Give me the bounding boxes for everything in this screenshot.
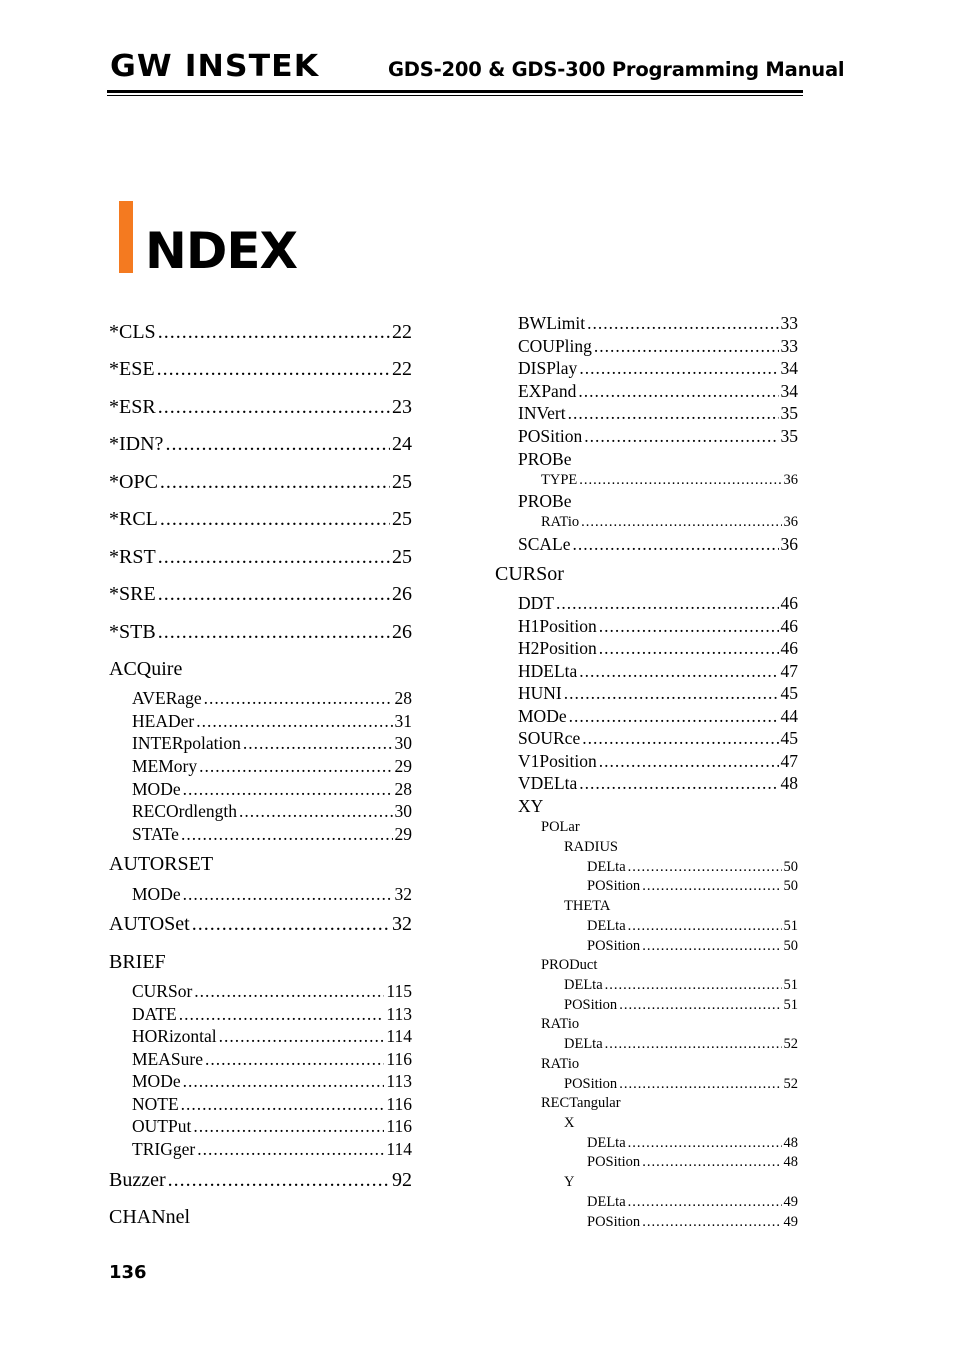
index-entry-position xyxy=(564,1077,798,1092)
entry-page-number: 29 xyxy=(394,824,412,844)
dot-leader xyxy=(594,338,779,356)
index-heading-ratio: RATio xyxy=(541,1016,580,1032)
dot-leader xyxy=(628,919,782,934)
entry-label: DELta xyxy=(564,977,603,993)
index-entry-trigger xyxy=(132,1141,412,1159)
entry-label: AVERage xyxy=(132,688,202,708)
entry-page-number: 45 xyxy=(780,683,798,703)
index-entry-mode xyxy=(518,708,798,726)
entry-label: POSition xyxy=(518,426,583,446)
dot-leader xyxy=(642,1215,781,1230)
entry-label: DELta xyxy=(564,1036,603,1052)
dot-leader xyxy=(587,315,778,333)
entry-page-number: 28 xyxy=(394,779,412,799)
dot-leader xyxy=(158,397,390,417)
entry-page-number: 46 xyxy=(780,593,798,613)
index-entry-bwlimit xyxy=(518,315,798,333)
entry-page-number: 24 xyxy=(392,433,412,455)
entry-page-number: 49 xyxy=(783,1214,798,1230)
index-entry-coupling xyxy=(518,338,798,356)
dot-leader xyxy=(183,886,393,904)
dot-leader xyxy=(181,826,393,844)
index-entry-h1position xyxy=(518,618,798,636)
dot-leader xyxy=(642,879,781,894)
index-entry-esr xyxy=(109,397,412,417)
dot-leader xyxy=(628,1136,782,1151)
index-entry-output xyxy=(132,1118,412,1136)
entry-page-number: 23 xyxy=(392,396,412,418)
index-heading-polar: POLar xyxy=(541,819,580,835)
entry-label: HDELta xyxy=(518,661,578,681)
dot-leader xyxy=(158,622,390,642)
entry-page-number: 28 xyxy=(394,688,412,708)
index-accent-bar xyxy=(119,201,133,273)
entry-label: INVert xyxy=(518,403,566,423)
entry-label: DATE xyxy=(132,1004,177,1024)
index-entry-average xyxy=(132,690,412,708)
dot-leader xyxy=(179,1006,385,1024)
entry-page-number: 35 xyxy=(780,426,798,446)
index-entry-hdelta xyxy=(518,663,798,681)
index-entry-rst xyxy=(109,547,412,567)
index-entry-position xyxy=(587,939,798,954)
index-entry-state xyxy=(132,826,412,844)
index-title: NDEX xyxy=(145,222,298,280)
index-entry-stb xyxy=(109,622,412,642)
index-heading-probe: PROBe xyxy=(518,449,572,469)
index-entry-opc xyxy=(109,472,412,492)
entry-page-number: 22 xyxy=(392,321,412,343)
index-heading-ratio: RATio xyxy=(541,1056,580,1072)
entry-label: *SRE xyxy=(109,583,156,605)
entry-page-number: 116 xyxy=(386,1049,412,1069)
index-entry-header xyxy=(132,713,412,731)
entry-label: *IDN? xyxy=(109,433,164,455)
dot-leader xyxy=(181,1096,385,1114)
entry-page-number: 49 xyxy=(783,1194,798,1210)
entry-page-number: 35 xyxy=(780,403,798,423)
dot-leader xyxy=(158,584,390,604)
index-entry-v1position xyxy=(518,753,798,771)
entry-label: TRIGger xyxy=(132,1139,196,1159)
dot-leader xyxy=(556,595,779,613)
index-entry-delta xyxy=(587,1136,798,1151)
index-heading-acquire: ACQuire xyxy=(109,658,183,680)
dot-leader xyxy=(578,383,778,401)
dot-leader xyxy=(569,708,779,726)
index-heading-probe: PROBe xyxy=(518,491,572,511)
index-entry-delta xyxy=(564,1037,798,1052)
index-heading-brief: BRIEF xyxy=(109,951,166,973)
entry-label: POSition xyxy=(564,1076,618,1092)
entry-label: H1Position xyxy=(518,616,597,636)
index-entry-mode xyxy=(132,886,412,904)
entry-label: HEADer xyxy=(132,711,195,731)
index-heading-x: X xyxy=(564,1115,575,1131)
entry-label: *CLS xyxy=(109,321,156,343)
entry-page-number: 25 xyxy=(392,471,412,493)
index-entry-autoset xyxy=(109,914,412,934)
entry-page-number: 32 xyxy=(394,884,412,904)
entry-label: V1Position xyxy=(518,751,597,771)
entry-label: STATe xyxy=(132,824,179,844)
dot-leader xyxy=(158,322,390,342)
entry-label: POSition xyxy=(587,938,641,954)
entry-label: OUTPut xyxy=(132,1116,192,1136)
index-heading-cursor: CURSor xyxy=(495,563,564,585)
entry-page-number: 45 xyxy=(780,728,798,748)
index-entry-measure xyxy=(132,1051,412,1069)
entry-label: DELta xyxy=(587,1135,626,1151)
entry-page-number: 115 xyxy=(386,981,412,1001)
index-heading-channel: CHANnel xyxy=(109,1206,191,1228)
dot-leader xyxy=(581,515,781,530)
entry-label: POSition xyxy=(587,1214,641,1230)
entry-page-number: 33 xyxy=(780,336,798,356)
entry-label: MODe xyxy=(132,1071,181,1091)
entry-page-number: 44 xyxy=(780,706,798,726)
entry-label: DELta xyxy=(587,859,626,875)
entry-page-number: 31 xyxy=(394,711,412,731)
entry-label: AUTOSet xyxy=(109,913,190,935)
entry-page-number: 33 xyxy=(780,313,798,333)
dot-leader xyxy=(204,690,393,708)
entry-page-number: 92 xyxy=(392,1169,412,1191)
dot-leader xyxy=(199,758,392,776)
entry-label: INTERpolation xyxy=(132,733,241,753)
index-heading-xy: XY xyxy=(518,796,544,816)
entry-page-number: 114 xyxy=(386,1139,412,1159)
index-entry-mode xyxy=(132,781,412,799)
index-entry-delta xyxy=(564,978,798,993)
entry-page-number: 51 xyxy=(783,997,798,1013)
entry-page-number: 50 xyxy=(783,859,798,875)
index-heading-rectangular: RECTangular xyxy=(541,1095,621,1111)
dot-leader xyxy=(568,405,779,423)
index-entry-idn xyxy=(109,434,412,454)
index-entry-ddt xyxy=(518,595,798,613)
entry-page-number: 25 xyxy=(392,508,412,530)
dot-leader xyxy=(183,1073,385,1091)
entry-page-number: 50 xyxy=(783,878,798,894)
entry-label: MODe xyxy=(132,779,181,799)
index-entry-cursor xyxy=(132,983,412,1001)
dot-leader xyxy=(194,983,384,1001)
entry-page-number: 34 xyxy=(780,358,798,378)
entry-label: DELta xyxy=(587,918,626,934)
index-entry-position xyxy=(518,428,798,446)
dot-leader xyxy=(183,781,393,799)
entry-page-number: 29 xyxy=(394,756,412,776)
index-entry-recordlength xyxy=(132,803,412,821)
index-entry-cls xyxy=(109,322,412,342)
index-entry-delta xyxy=(587,1195,798,1210)
dot-leader xyxy=(192,914,390,934)
dot-leader xyxy=(219,1028,385,1046)
dot-leader xyxy=(193,1118,384,1136)
dot-leader xyxy=(165,434,390,454)
index-entry-horizontal xyxy=(132,1028,412,1046)
dot-leader xyxy=(579,775,778,793)
index-entry-delta xyxy=(587,860,798,875)
index-entry-display xyxy=(518,360,798,378)
entry-page-number: 113 xyxy=(386,1071,412,1091)
entry-label: POSition xyxy=(587,1154,641,1170)
entry-label: Buzzer xyxy=(109,1169,166,1191)
dot-leader xyxy=(573,536,779,554)
entry-label: NOTE xyxy=(132,1094,179,1114)
dot-leader xyxy=(239,803,393,821)
dot-leader xyxy=(628,860,782,875)
dot-leader xyxy=(168,1170,390,1190)
entry-label: DDT xyxy=(518,593,554,613)
entry-page-number: 52 xyxy=(783,1076,798,1092)
entry-page-number: 114 xyxy=(386,1026,412,1046)
entry-label: POSition xyxy=(564,997,618,1013)
entry-label: MODe xyxy=(518,706,567,726)
entry-label: *RST xyxy=(109,546,156,568)
entry-page-number: 22 xyxy=(392,358,412,380)
dot-leader xyxy=(160,472,390,492)
index-entry-date xyxy=(132,1006,412,1024)
index-heading-autorset: AUTORSET xyxy=(109,853,214,875)
index-entry-position xyxy=(564,998,798,1013)
dot-leader xyxy=(157,359,390,379)
entry-label: *STB xyxy=(109,621,156,643)
index-entry-h2position xyxy=(518,640,798,658)
dot-leader xyxy=(196,713,392,731)
entry-page-number: 116 xyxy=(386,1094,412,1114)
entry-label: TYPE xyxy=(541,472,578,488)
dot-leader xyxy=(579,663,778,681)
dot-leader xyxy=(579,473,781,488)
entry-label: HORizontal xyxy=(132,1026,217,1046)
entry-page-number: 113 xyxy=(386,1004,412,1024)
header-rule-thin xyxy=(107,95,803,96)
entry-label: DISPlay xyxy=(518,358,578,378)
entry-page-number: 30 xyxy=(394,801,412,821)
entry-label: SCALe xyxy=(518,534,571,554)
dot-leader xyxy=(599,753,779,771)
entry-label: HUNI xyxy=(518,683,562,703)
entry-label: DELta xyxy=(587,1194,626,1210)
entry-page-number: 48 xyxy=(780,773,798,793)
dot-leader xyxy=(619,1077,781,1092)
entry-label: EXPand xyxy=(518,381,577,401)
dot-leader xyxy=(599,640,779,658)
index-entry-interpolation xyxy=(132,735,412,753)
entry-label: *ESE xyxy=(109,358,155,380)
index-entry-type xyxy=(541,473,798,488)
entry-label: H2Position xyxy=(518,638,597,658)
entry-page-number: 47 xyxy=(780,661,798,681)
entry-label: SOURce xyxy=(518,728,581,748)
entry-label: BWLimit xyxy=(518,313,586,333)
entry-page-number: 47 xyxy=(780,751,798,771)
dot-leader xyxy=(605,1037,782,1052)
dot-leader xyxy=(642,939,781,954)
dot-leader xyxy=(619,998,781,1013)
index-entry-expand xyxy=(518,383,798,401)
entry-label: MEASure xyxy=(132,1049,203,1069)
entry-label: COUPling xyxy=(518,336,592,356)
index-entry-note xyxy=(132,1096,412,1114)
dot-leader xyxy=(243,735,393,753)
index-entry-scale xyxy=(518,536,798,554)
index-entry-sre xyxy=(109,584,412,604)
entry-label: MEMory xyxy=(132,756,198,776)
entry-page-number: 26 xyxy=(392,583,412,605)
entry-label: RATio xyxy=(541,514,580,530)
entry-page-number: 46 xyxy=(780,638,798,658)
index-entry-buzzer xyxy=(109,1170,412,1190)
entry-page-number: 36 xyxy=(780,534,798,554)
dot-leader xyxy=(158,547,390,567)
entry-page-number: 51 xyxy=(783,977,798,993)
dot-leader xyxy=(160,509,390,529)
entry-page-number: 30 xyxy=(394,733,412,753)
index-entry-ratio xyxy=(541,515,798,530)
index-entry-source xyxy=(518,730,798,748)
index-entry-memory xyxy=(132,758,412,776)
entry-label: CURSor xyxy=(132,981,193,1001)
index-heading-radius: RADIUS xyxy=(564,839,618,855)
index-entry-position xyxy=(587,879,798,894)
entry-label: *OPC xyxy=(109,471,158,493)
brand-logo: GW INSTEK xyxy=(110,49,320,84)
entry-page-number: 25 xyxy=(392,546,412,568)
entry-label: MODe xyxy=(132,884,181,904)
dot-leader xyxy=(205,1051,384,1069)
index-heading-theta: THETA xyxy=(564,898,611,914)
index-entry-mode xyxy=(132,1073,412,1091)
entry-page-number: 51 xyxy=(783,918,798,934)
entry-page-number: 52 xyxy=(783,1036,798,1052)
entry-page-number: 46 xyxy=(780,616,798,636)
dot-leader xyxy=(605,978,782,993)
entry-label: POSition xyxy=(587,878,641,894)
dot-leader xyxy=(584,428,778,446)
dot-leader xyxy=(564,685,779,703)
index-entry-ese xyxy=(109,359,412,379)
index-entry-rcl xyxy=(109,509,412,529)
entry-page-number: 36 xyxy=(783,472,798,488)
page-number: 136 xyxy=(109,1262,147,1283)
entry-page-number: 32 xyxy=(392,913,412,935)
entry-label: *ESR xyxy=(109,396,156,418)
dot-leader xyxy=(642,1155,781,1170)
entry-page-number: 48 xyxy=(783,1135,798,1151)
dot-leader xyxy=(599,618,779,636)
entry-page-number: 50 xyxy=(783,938,798,954)
index-entry-huni xyxy=(518,685,798,703)
index-entry-position xyxy=(587,1155,798,1170)
dot-leader xyxy=(582,730,778,748)
index-heading-y: Y xyxy=(564,1174,575,1190)
entry-page-number: 26 xyxy=(392,621,412,643)
index-entry-vdelta xyxy=(518,775,798,793)
index-entry-position xyxy=(587,1215,798,1230)
entry-label: *RCL xyxy=(109,508,158,530)
entry-page-number: 36 xyxy=(783,514,798,530)
dot-leader xyxy=(579,360,778,378)
manual-title: GDS-200 & GDS-300 Programming Manual xyxy=(388,58,845,81)
entry-page-number: 34 xyxy=(780,381,798,401)
entry-label: RECOrdlength xyxy=(132,801,237,821)
index-entry-delta xyxy=(587,919,798,934)
entry-page-number: 48 xyxy=(783,1154,798,1170)
index-heading-product: PRODuct xyxy=(541,957,598,973)
entry-label: VDELta xyxy=(518,773,578,793)
entry-page-number: 116 xyxy=(386,1116,412,1136)
dot-leader xyxy=(197,1141,384,1159)
header-rule xyxy=(107,90,803,93)
dot-leader xyxy=(628,1195,782,1210)
index-entry-invert xyxy=(518,405,798,423)
